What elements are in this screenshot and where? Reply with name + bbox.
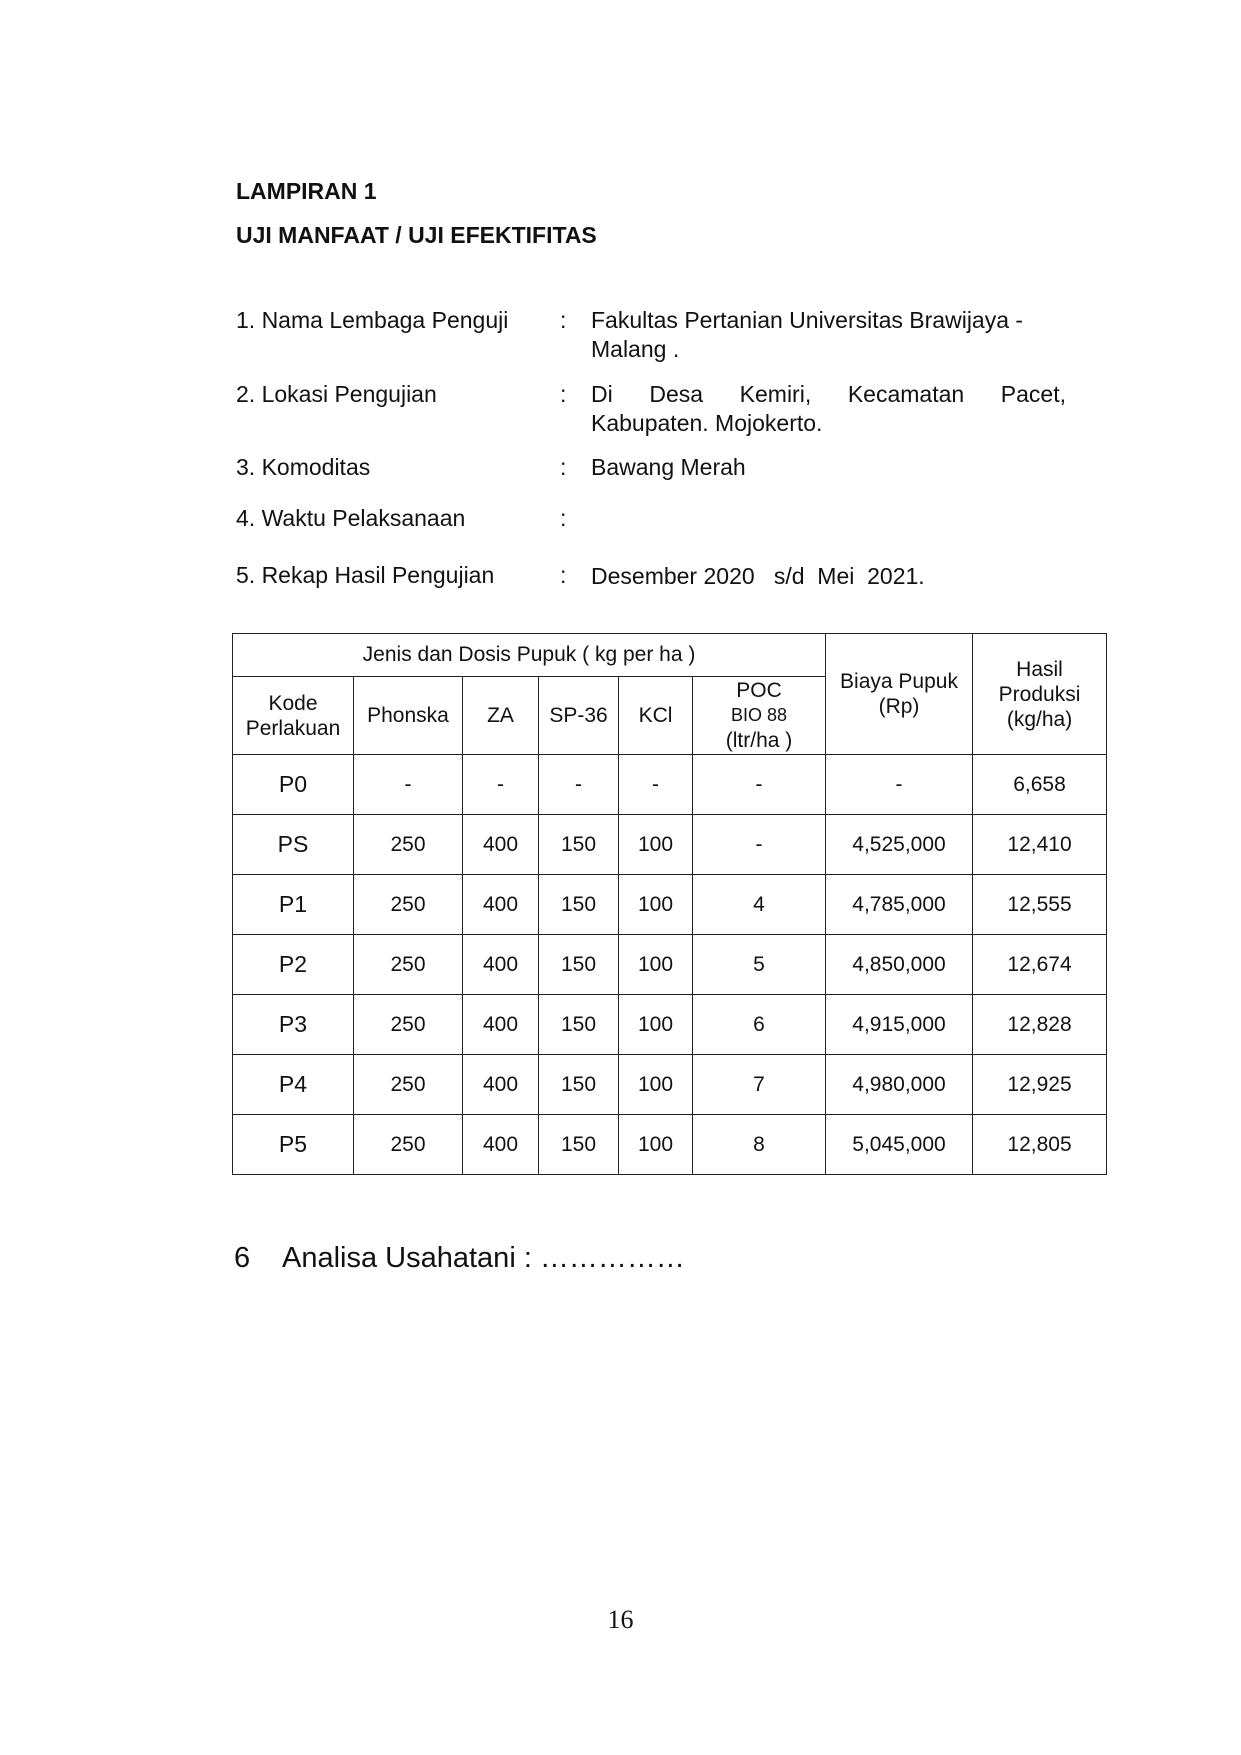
info-value [591, 380, 1066, 438]
cell-kode: P3 [233, 995, 354, 1055]
header-line: BIO 88 [730, 705, 788, 725]
cell-kcl: - [619, 755, 693, 815]
table-row [233, 995, 1107, 1055]
cell-kode: P4 [233, 1055, 354, 1115]
table-row [233, 1055, 1107, 1115]
cell-kode: P5 [233, 1115, 354, 1175]
cell-poc: 8 [693, 1115, 826, 1175]
cell-kode: P2 [233, 935, 354, 995]
cell-poc: 5 [693, 935, 826, 995]
cell-phonska: 250 [354, 875, 463, 935]
info-label: 4. Waktu Pelaksanaan [236, 505, 466, 531]
kcl-header: KCl [619, 677, 693, 755]
cell-hasil: 12,674 [973, 935, 1107, 995]
cell-sp36: 150 [539, 875, 619, 935]
cell-biaya: 4,785,000 [826, 875, 973, 935]
cell-phonska: 250 [354, 815, 463, 875]
cell-sp36: - [539, 755, 619, 815]
cell-biaya: 5,045,000 [826, 1115, 973, 1175]
group-header: Jenis dan Dosis Pupuk ( kg per ha ) [233, 634, 826, 677]
cell-phonska: 250 [354, 995, 463, 1055]
cell-biaya: 4,850,000 [826, 935, 973, 995]
page-number: 16 [607, 1605, 634, 1634]
page-title: LAMPIRAN 1 [236, 178, 377, 204]
cell-za: 400 [463, 1115, 539, 1175]
info-value-line: Di Desa Kemiri, Kecamatan Pacet, [591, 381, 1066, 407]
info-colon: : [560, 454, 567, 480]
table-row [233, 935, 1107, 995]
cell-phonska: - [354, 755, 463, 815]
cell-phonska: 250 [354, 1055, 463, 1115]
cell-hasil: 12,410 [973, 815, 1107, 875]
cell-phonska: 250 [354, 935, 463, 995]
cell-kcl: 100 [619, 815, 693, 875]
cell-biaya: 4,525,000 [826, 815, 973, 875]
cell-phonska: 250 [354, 1115, 463, 1175]
header-line: (ltr/ha ) [725, 729, 793, 752]
cell-hasil: 12,828 [973, 995, 1107, 1055]
table-row [233, 815, 1107, 875]
hasil-header [973, 634, 1107, 755]
cell-sp36: 150 [539, 815, 619, 875]
cell-sp36: 150 [539, 935, 619, 995]
poc-header [693, 677, 826, 755]
cell-hasil: 12,805 [973, 1115, 1107, 1175]
cell-kcl: 100 [619, 875, 693, 935]
info-label: 2. Lokasi Pengujian [236, 381, 437, 407]
info-value [591, 453, 1066, 482]
table-header-row [233, 634, 1107, 677]
table-row [233, 755, 1107, 815]
cell-poc: 4 [693, 875, 826, 935]
cell-za: 400 [463, 875, 539, 935]
info-colon: : [560, 381, 567, 407]
info-colon: : [560, 562, 567, 588]
cell-hasil: 12,925 [973, 1055, 1107, 1115]
cell-sp36: 150 [539, 1055, 619, 1115]
header-line: POC [736, 679, 782, 702]
cell-za: - [463, 755, 539, 815]
info-value [591, 306, 1066, 364]
cell-hasil: 12,555 [973, 875, 1107, 935]
kode-header [233, 677, 354, 755]
info-value-line: Kabupaten. Mojokerto. [591, 410, 823, 436]
cell-poc: 7 [693, 1055, 826, 1115]
info-label: 1. Nama Lembaga Penguji [236, 307, 509, 333]
cell-za: 400 [463, 995, 539, 1055]
analisa-section [234, 1242, 685, 1275]
cell-kode: P1 [233, 875, 354, 935]
rekap-table [232, 633, 1107, 1175]
analisa-text: Analisa Usahatani : …………… [282, 1242, 685, 1274]
biaya-header [826, 634, 973, 755]
cell-kode: PS [233, 815, 354, 875]
info-colon: : [560, 505, 567, 531]
header-line: Produksi [998, 682, 1081, 706]
cell-biaya: 4,915,000 [826, 995, 973, 1055]
cell-za: 400 [463, 815, 539, 875]
page-subtitle: UJI MANFAAT / UJI EFEKTIFITAS [236, 222, 597, 248]
cell-poc: 6 [693, 995, 826, 1055]
cell-hasil: 6,658 [973, 755, 1107, 815]
info-value-line: Desember 2020 s/d Mei 2021. [591, 563, 925, 589]
cell-poc: - [693, 755, 826, 815]
cell-za: 400 [463, 1055, 539, 1115]
info-colon: : [560, 307, 567, 333]
header-line: Kode [268, 691, 318, 715]
header-line: (Rp) [878, 695, 920, 718]
table-row [233, 1115, 1107, 1175]
cell-kcl: 100 [619, 935, 693, 995]
info-value-line: Bawang Merah [591, 454, 746, 480]
cell-kcl: 100 [619, 1055, 693, 1115]
cell-sp36: 150 [539, 1115, 619, 1175]
info-value-line: Malang . [591, 336, 680, 362]
cell-poc: - [693, 815, 826, 875]
cell-kcl: 100 [619, 1115, 693, 1175]
header-line: Hasil [1016, 657, 1063, 681]
info-value-line: Fakultas Pertanian Universitas Brawijaya - [591, 307, 1024, 333]
za-header: ZA [463, 677, 539, 755]
cell-kode: P0 [233, 755, 354, 815]
analisa-number: 6 [234, 1242, 251, 1274]
header-line: Biaya Pupuk [840, 670, 958, 693]
cell-za: 400 [463, 935, 539, 995]
info-label: 5. Rekap Hasil Pengujian [236, 562, 495, 588]
cell-kcl: 100 [619, 995, 693, 1055]
header-line: Perlakuan [245, 716, 341, 740]
table-row [233, 875, 1107, 935]
info-value [591, 504, 1066, 649]
cell-sp36: 150 [539, 995, 619, 1055]
info-label: 3. Komoditas [236, 454, 371, 480]
phonska-header: Phonska [354, 677, 463, 755]
header-line: (kg/ha) [1006, 707, 1073, 731]
cell-biaya: 4,980,000 [826, 1055, 973, 1115]
sp36-header: SP-36 [539, 677, 619, 755]
cell-biaya: - [826, 755, 973, 815]
